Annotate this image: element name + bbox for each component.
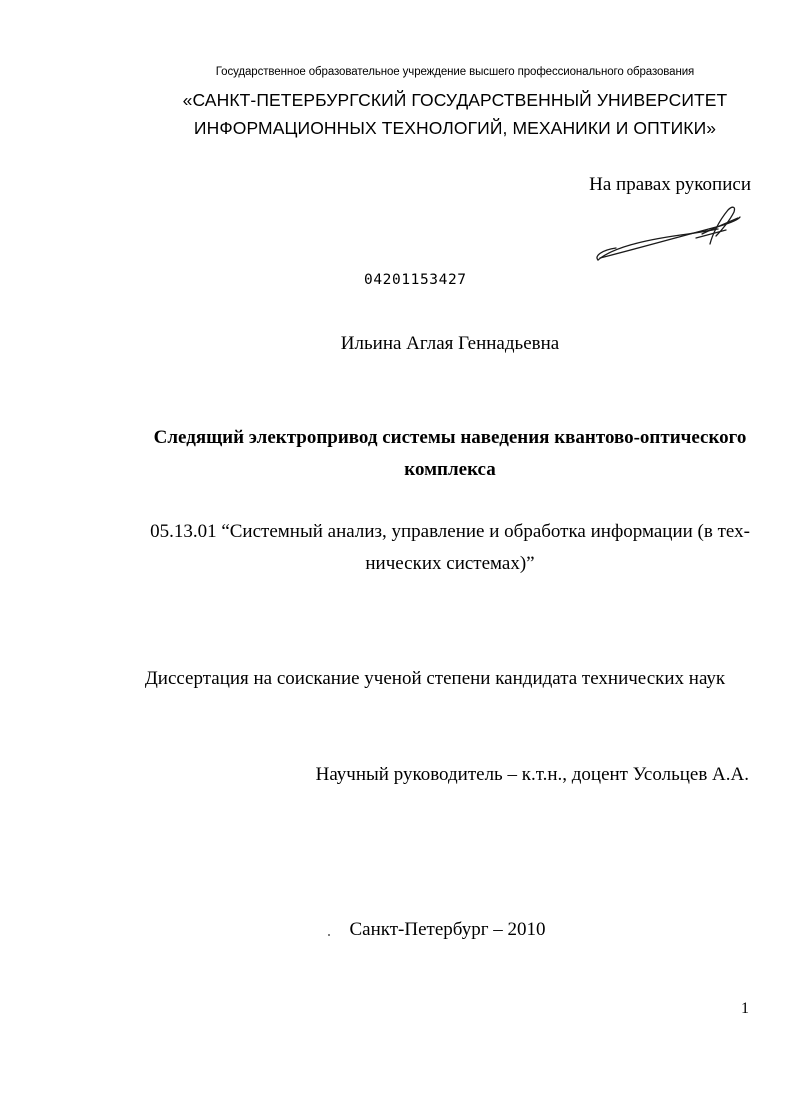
supervisor: Научный руководитель – к.т.н., доцент Усольцев А.А. (315, 764, 749, 785)
thesis-title-line1: Следящий электропривод системы наведения квантово-оптического (153, 427, 747, 448)
catalog-number: 04201153427 (364, 272, 467, 288)
institution-type: Государственное образовательное учреждение высшего профессионального образования (215, 66, 695, 78)
university-name-line1: «САНКТ-ПЕТЕРБУРГСКИЙ ГОСУДАРСТВЕННЫЙ УНИВЕРСИТЕТ (182, 90, 728, 110)
thesis-title-line2: комплекса (404, 459, 496, 480)
signature-icon (592, 200, 742, 266)
manuscript-rights: На правах рукописи (589, 174, 751, 195)
page-number: 1 (741, 1000, 749, 1017)
specialty-line1: 05.13.01 “Системный анализ, управление и обработка информации (в тех- (150, 521, 750, 542)
specialty-line2: нических системах)” (365, 553, 535, 574)
city-year: Санкт-Петербург – 2010 (349, 919, 546, 940)
author-name: Ильина Аглая Геннадьевна (340, 333, 560, 354)
degree-statement: Диссертация на соискание ученой степени кандидата технических наук (144, 668, 726, 689)
university-name-line2: ИНФОРМАЦИОННЫХ ТЕХНОЛОГИЙ, МЕХАНИКИ И ОПТИКИ» (193, 118, 717, 138)
